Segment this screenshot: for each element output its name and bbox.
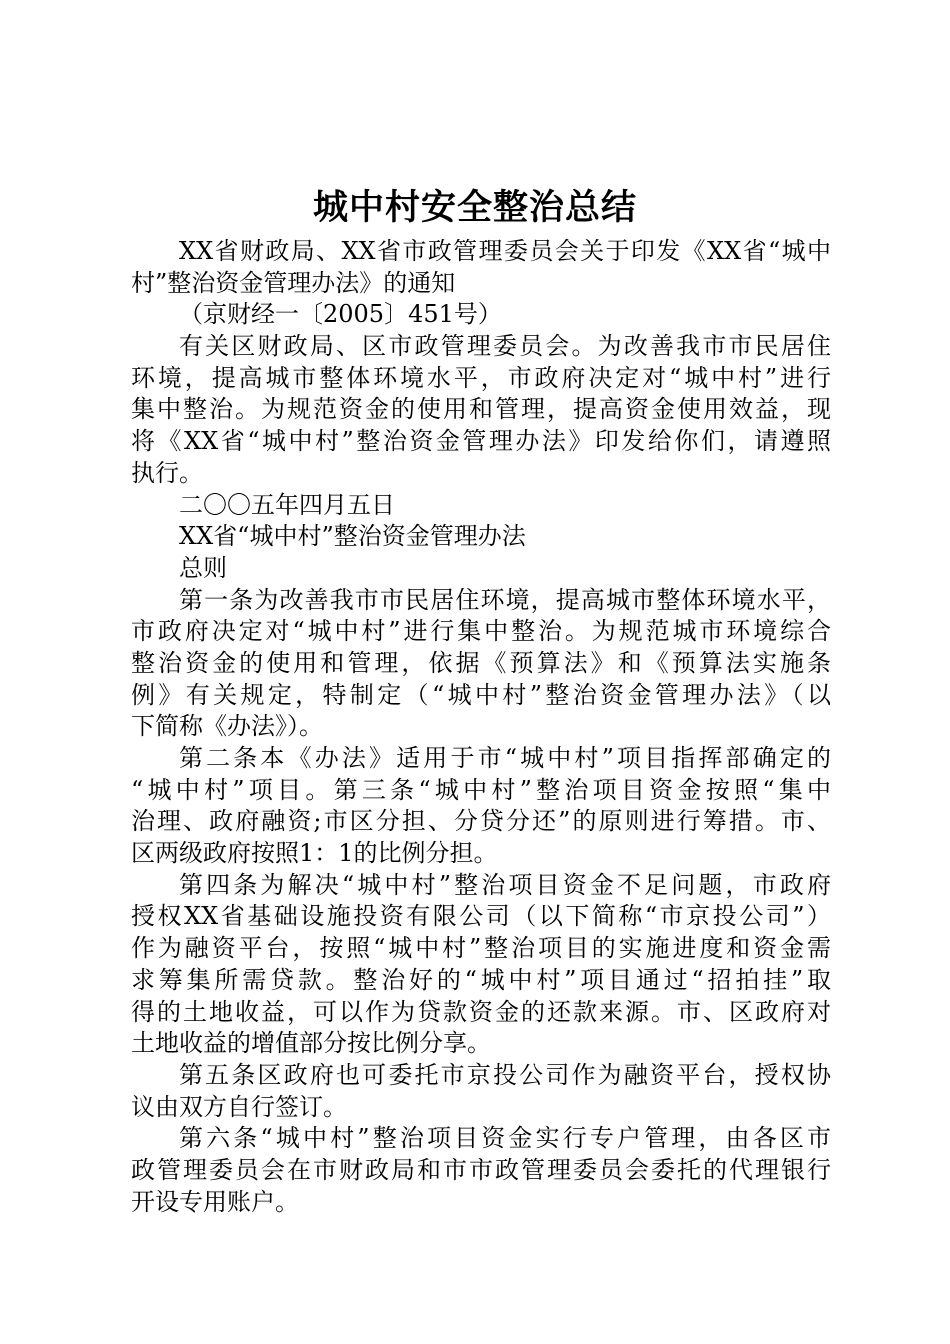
text-line: 二〇〇五年四月五日 xyxy=(179,490,395,519)
text-line: 集中整治。为规范资金的使用和管理，提高资金使用效益，现 xyxy=(131,395,831,424)
text-line: 市政府决定对“城中村”进行集中整治。为规范城市环境综合 xyxy=(131,617,831,646)
text-line: 第一条为改善我市市民居住环境，提高城市整体环境水平， xyxy=(179,585,831,614)
text-line: 得的土地收益，可以作为贷款资金的还款来源。市、区政府对 xyxy=(131,997,831,1026)
text-line: 整治资金的使用和管理，依据《预算法》和《预算法实施条 xyxy=(131,648,831,677)
text-line: XX省财政局、XX省市政管理委员会关于印发《XX省“城中 xyxy=(179,237,831,265)
text-line: 作为融资平台，按照“城中村”整治项目的实施进度和资金需 xyxy=(131,934,831,963)
text-line: 总则 xyxy=(179,553,227,582)
text-line: 土地收益的增值部分按比例分享。 xyxy=(131,1029,491,1058)
text-line: 第四条为解决“城中村”整治项目资金不足问题，市政府 xyxy=(179,870,831,899)
text-line: 区两级政府按照1：1的比例分担。 xyxy=(131,839,498,868)
text-line: 例》有关规定，特制定（“城中村”整治资金管理办法》（以 xyxy=(131,680,831,709)
text-line: XX省“城中村”整治资金管理办法 xyxy=(179,522,526,551)
text-line: 村”整治资金管理办法》的通知 xyxy=(131,268,456,297)
text-line: 第五条区政府也可委托市京投公司作为融资平台，授权协 xyxy=(179,1060,831,1089)
text-line: 治理、政府融资;市区分担、分贷分还”的原则进行筹措。市、 xyxy=(131,807,831,836)
text-line: 有关区财政局、区市政管理委员会。为改善我市市民居住 xyxy=(179,332,831,361)
text-line: 求筹集所需贷款。整治好的“城中村”项目通过“招拍挂”取 xyxy=(131,965,831,994)
text-line: 第二条本《办法》适用于市“城中村”项目指挥部确定的 xyxy=(179,744,831,772)
document-body xyxy=(131,236,831,1218)
text-line: 将《XX省“城中村”整治资金管理办法》印发给你们，请遵照 xyxy=(131,427,831,456)
text-line: 议由双方自行签订。 xyxy=(131,1092,347,1121)
text-line: 第六条“城中村”整治项目资金实行专户管理，由各区市 xyxy=(179,1124,831,1153)
text-line: 环境，提高城市整体环境水平，市政府决定对“城中村”进行 xyxy=(131,363,831,392)
text-line: 下简称《办法》）。 xyxy=(131,712,323,741)
text-line: 政管理委员会在市财政局和市市政管理委员会委托的代理银行 xyxy=(131,1155,831,1184)
text-line: 开设专用账户。 xyxy=(131,1187,299,1216)
text-line: （京财经一〔2005〕451号） xyxy=(179,300,502,329)
text-line: 执行。 xyxy=(131,458,203,487)
text-line: “城中村”项目。第三条“城中村”整治项目资金按照“集中 xyxy=(131,775,831,804)
document-title: 城中村安全整治总结 xyxy=(312,188,637,228)
text-line: 授权XX省基础设施投资有限公司（以下简称“市京投公司”） xyxy=(131,902,831,931)
